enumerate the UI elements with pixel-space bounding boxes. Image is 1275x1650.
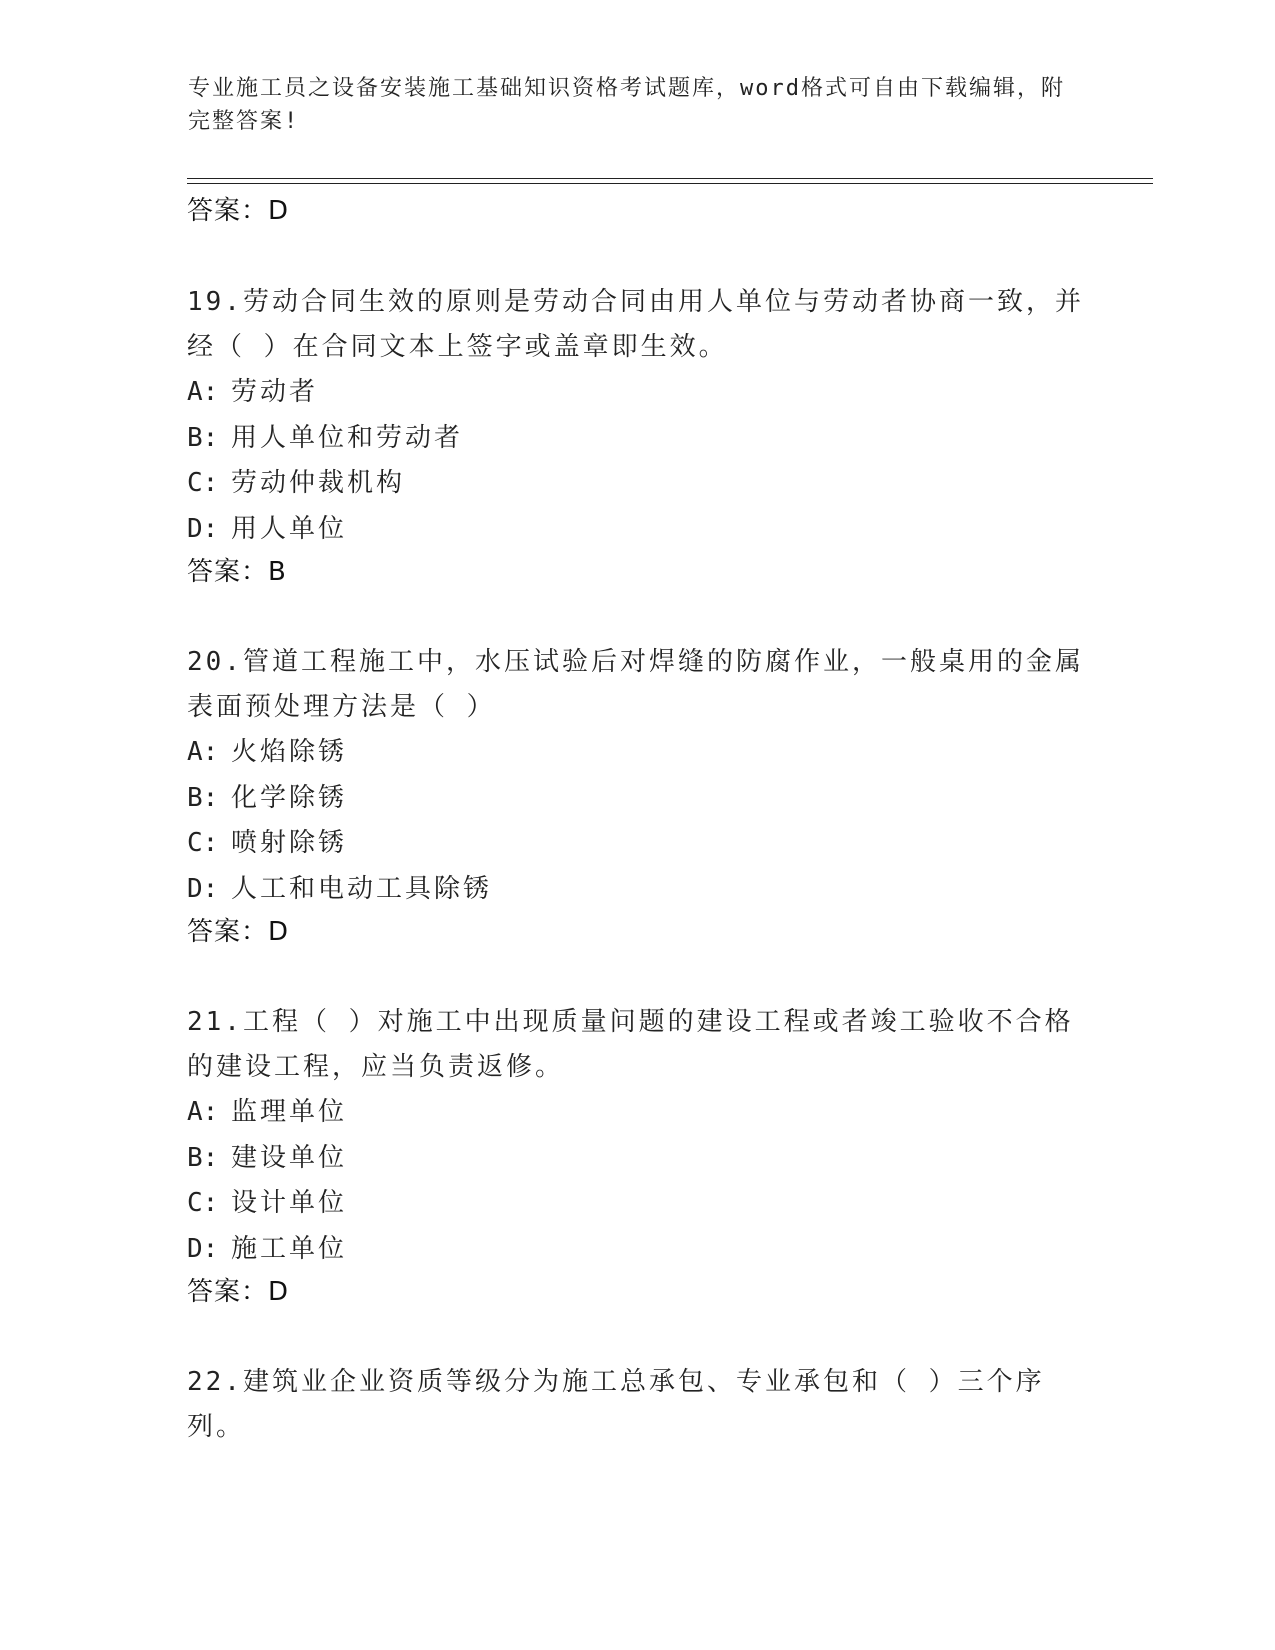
option-a [187,1090,1087,1136]
question-22 [187,1360,1087,1450]
option-text: 火焰除锈 [231,737,348,767]
option-label: B: [187,422,219,453]
answer-text: 答案：B [187,557,287,587]
option-b [187,416,1087,462]
document-header: 专业施工员之设备安装施工基础知识资格考试题库，word格式可自由下载编辑，附完整答案! [188,76,1065,134]
option-b [187,776,1087,822]
option-text: 用人单位和劳动者 [231,422,464,453]
previous-question-answer [187,191,289,231]
header-divider-top [187,178,1153,179]
option-text: 监理单位 [231,1097,348,1127]
option-d [187,507,1087,553]
option-text: 施工单位 [231,1233,348,1264]
option-d [187,867,1087,913]
option-c [187,821,1087,867]
option-c [187,461,1087,507]
option-label: C: [187,828,219,858]
option-label: C: [187,468,219,498]
question-text: 21.工程（ ）对施工中出现质量问题的建设工程或者竣工验收不合格的建设工程，应当负责返修。 [187,1007,1074,1082]
option-label: B: [187,1142,219,1173]
option-b [187,1136,1087,1182]
option-text: 设计单位 [231,1188,348,1218]
question-list [187,280,1087,1498]
answer-text: 答案：D [187,917,290,947]
option-a [187,730,1087,776]
option-label: B: [187,782,219,813]
option-text: 用人单位 [231,513,348,544]
question-19 [187,280,1087,592]
option-a [187,370,1087,416]
option-text: 建设单位 [231,1142,348,1173]
question-text: 19.劳动合同生效的原则是劳动合同由用人单位与劳动者协商一致，并经（ ）在合同文本上签字或盖章即生效。 [187,287,1084,362]
option-text: 喷射除锈 [231,828,348,858]
option-label: D: [187,513,219,544]
option-text: 劳动仲裁机构 [231,468,406,498]
option-label: C: [187,1188,219,1218]
question-text: 22.建筑业企业资质等级分为施工总承包、专业承包和（ ）三个序列。 [187,1367,1045,1442]
header-divider-bottom [187,183,1153,184]
answer-text: 答案：D [187,1277,290,1307]
question-21 [187,1000,1087,1312]
option-label: A: [187,737,219,767]
option-text: 人工和电动工具除锈 [231,873,493,904]
option-d [187,1227,1087,1273]
option-text: 劳动者 [231,377,319,407]
answer-text: 答案：D [187,196,290,226]
option-label: D: [187,1233,219,1264]
option-label: A: [187,377,219,407]
option-label: D: [187,873,219,904]
question-text: 20.管道工程施工中，水压试验后对焊缝的防腐作业，一般桌用的金属表面预处理方法是（ ） [187,647,1084,722]
question-20 [187,640,1087,952]
option-text: 化学除锈 [231,782,348,813]
option-c [187,1181,1087,1227]
option-label: A: [187,1097,219,1127]
